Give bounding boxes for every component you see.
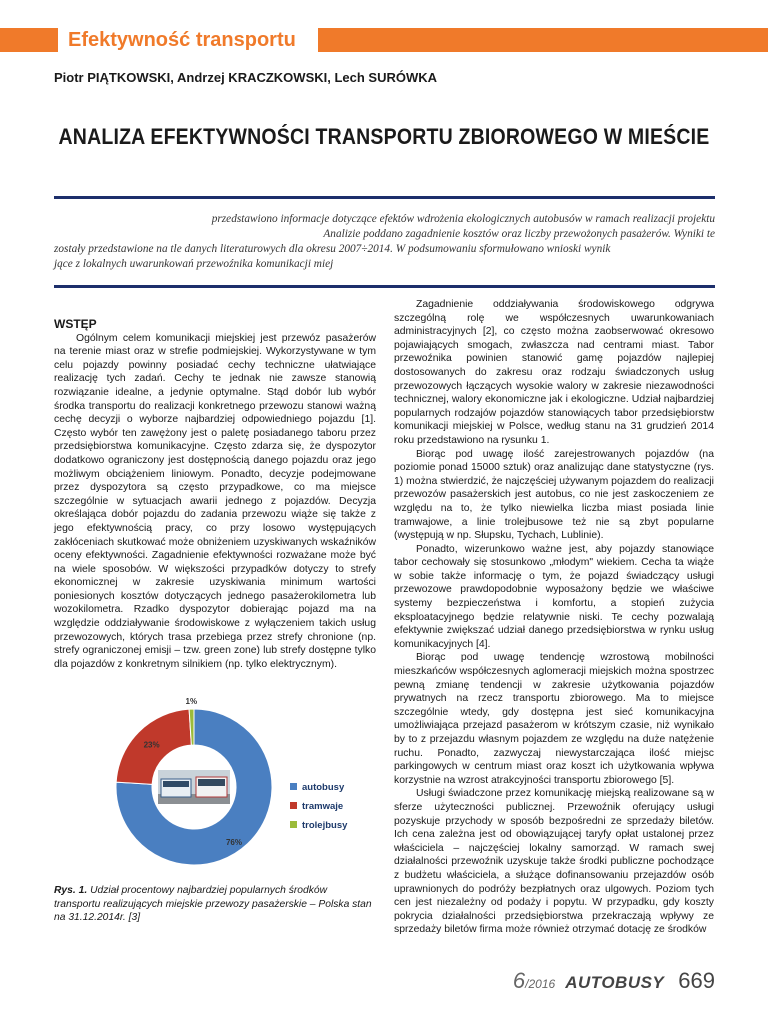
header-accent-bar-left	[0, 28, 58, 52]
bottom-divider	[54, 285, 715, 288]
legend-label-trolejbusy: trolejbusy	[302, 820, 348, 831]
caption-text: Udział procentowy najbardziej popularnych środków transportu realizujących miejskie przewozy pasażerskie – Polska stan na 31.12.2014r. [3]	[54, 885, 372, 924]
paragraph: Ponadto, wizerunkowo ważne jest, aby pojazdy stanowiące tabor cechowały się stosunkowo „młodym" wiekiem. Cecha ta wiąże w sobie także informację o tym, że pojazd świadczący usługi przewozowe prawdopodobnie wyposażony będzie we właściwe systemy bezpieczeństwa i komfortu, a stopień zużycia eksploatacyjnego będzie relatywnie niski. Te cechy pozwalają efektywnie zwiększać udział danego przedsiębiorstwa w rynku usług komunikacyjnych [4].	[394, 543, 714, 650]
paragraph: Biorąc pod uwagę ilość zarejestrowanych pojazdów (na poziomie ponad 15000 sztuk) oraz analizując dane statystyczne (rys. 1) można stwierdzić, że najczęściej używanym pojazdem do realizacji przewozów pasażerskich jest autobus, co nie jest zaskoczeniem ze względu na to, że tylko niewielka liczba miast posiada linie tramwajowe, a linie trolejbusowe też nie są zbyt popularne (występują w np. Słupsku, Tychach, Lublinie).	[394, 448, 714, 542]
issue-year: /2016	[525, 977, 556, 991]
legend-label-tramwaje: tramwaje	[302, 801, 344, 812]
legend-label-autobusy: autobusy	[302, 782, 345, 793]
abstract-line: przedstawiono informacje dotyczące efektów wdrożenia ekologicznych autobusów w ramach realizacji projektu	[211, 213, 715, 225]
left-column	[54, 318, 376, 671]
page-footer	[513, 968, 715, 994]
section-heading: WSTĘP	[54, 317, 97, 331]
data-label-tramwaje: 23%	[143, 740, 160, 750]
article-title: ANALIZA EFEKTYWNOŚCI TRANSPORTU ZBIOROWEGO W MIEŚCIE	[58, 124, 710, 150]
figure-caption	[54, 884, 376, 925]
caption-label: Rys. 1.	[54, 885, 88, 896]
figure-chart	[54, 697, 376, 875]
top-divider	[54, 196, 715, 199]
section-title: Efektywność transportu	[62, 26, 302, 54]
right-column	[394, 298, 714, 937]
legend-swatch-autobusy	[290, 783, 297, 790]
paragraph: Biorąc pod uwagę tendencję wzrostową mobilności mieszkańców współczesnych aglomeracji miejskich można spostrzec pewną zmianę tendencji w zakresie użytkowania pojazdów prywatnych na rzecz transportu zbiorowego. Ma to miejsce szczególnie wtedy, gdy dostępna jest sieć komunikacyjna umożliwiająca przejazd pasażerom w krótszym czasie, niż wynikało by to z przejazdu własnym pojazdem ze względu na duże natężenie ruchu. Ponadto, zazwyczaj niewystarczająca ilość miejsc parkingowych w centrum miast oraz koszt ich użytkowania wpływa korzystnie na wzrost atrakcyjności transportu zbiorowego [5].	[394, 652, 714, 786]
center-vehicle-photo	[158, 770, 230, 804]
paragraph: Ogólnym celem komunikacji miejskiej jest przewóz pasażerów na terenie miast oraz w strefie podmiejskiej. Wykorzystywane w tym celu pojazdy powinny posiadać cechy techniczne ułatwiające realizację tych zadań. Cechy te jednak nie zawsze stanowią rozwiązanie idealne, a jedynie optymalne. Stąd dobór lub wybór środka transportu do realizacji konkretnego przewozu stanowi ważną cechę decyzji o wyborze najbardziej odpowiedniego pojazdu [1]. Często wybór ten zawężony jest o paletę posiadanego taboru przez przedsiębiorstwa komunikacyjne. Często zdarza się, że dyspozytor dodatkowo ograniczony jest dostępnością danego pojazdu oraz jego możliwym obciążeniem liniowym. Ponadto, decyzje podejmowane przez dyspozytora są często przypadkowe, co ma miejsce szczególnie w sytuacjach awarii jednego z pojazdów. Decyzja określająca dobór pojazdu do zadania przewozu wiąże się także z jego efektywnością pracy, co przy losowo występujących zakłóceniach skutkować może obniżeniem uzyskiwanych wskaźników oceny efektywności. Zagadnienie efektywności rozważane może być na wiele sposobów. W większości przypadków dotyczy to strefy ekonomicznej w zakresie uzyskiwania minimum wartości poniesionych kosztów dotyczących jednego pasażerokilometra lub wozokilometra. Rzadko dyspozytor dobierając pojazd ma na względzie oddziaływanie środowiskowe z wyłączeniem takich usług przewozowych, których trasa przebiega przez strefy chronione (np. strefy ograniczonej emisji – tzw. green zone) lub strefy dostępne tylko dla pojazdów z konkretnym silnikiem (np. tylko elektrycznym).	[54, 332, 376, 670]
legend-swatch-tramwaje	[290, 802, 297, 809]
data-label-autobusy: 76%	[225, 838, 242, 848]
abstract-line: jące z lokalnych uwarunkowań przewoźnika komunikacji miej	[54, 258, 334, 270]
legend-swatch-trolejbusy	[290, 821, 297, 828]
data-label-trolejbusy: 1%	[185, 697, 198, 707]
page-number: 669	[678, 968, 715, 993]
paragraph: Usługi świadczone przez komunikację miejską realizowane są w sferze użyteczności publicznej. Przewoźnik oferujący usługi pozyskuje przychody w sposób bezpośredni ze sprzedaży biletów. Ich cena zależna jest od obowiązującej taryfy opłat ustalonej przez właściciela – najczęściej lokalny samorząd. W ramach swej działalności przewoźnik uzyskuje także środki publiczne pochodzące z budżetu właściciela, a służące dofinansowaniu przejazdów osób uprawnionych do podróży bezpłatnych oraz ulgowych. Poziom tych cen jest niezależny od podaży i popytu. W przypadku, gdy koszty pokrycia działalności przedsiębiorstwa przekraczają wpływy ze sprzedaży biletów firma może również otrzymać dotację ze środków	[394, 788, 714, 936]
abstract-line: zostały przedstawione na tle danych literaturowych dla okresu 2007÷2014. W podsumowaniu sformułowano wnioski wynik	[54, 243, 611, 255]
paragraph: Zagadnienie oddziaływania środowiskowego odgrywa szczególną rolę we współczesnych uwarunkowaniach administracyjnych [2], co często można zaobserwować okresowo pojawiających smogach, zwłaszcza nad centrami miast. Tabor przewoźnika powinien stanowić gamę pojazdów najlepiej dostosowanych do zakresu oraz rodzaju świadczonych usług przewozowych łączących wysokie walory w zakresie niezawodności technicznej, walory ekonomiczne jak i ekologiczne. Udział najbardziej popularnych rodzajów pojazdów stanowiących tabor przedsiębiorstw komunikacji miejskiej w Polsce, według stanu na 31 grudzień 2014 roku przedstawiono na rysunku 1.	[394, 299, 714, 446]
abstract	[54, 212, 715, 272]
issue-number: 6	[512, 968, 526, 993]
header-accent-bar-right	[318, 28, 768, 52]
donut-chart	[54, 697, 376, 875]
abstract-line: Analizie poddano zagadnienie kosztów oraz liczby przewożonych pasażerów. Wyniki te	[323, 228, 715, 240]
magazine-name: AUTOBUSY	[565, 973, 665, 992]
authors: Piotr PIĄTKOWSKI, Andrzej KRACZKOWSKI, Lech SURÓWKA	[54, 70, 438, 85]
